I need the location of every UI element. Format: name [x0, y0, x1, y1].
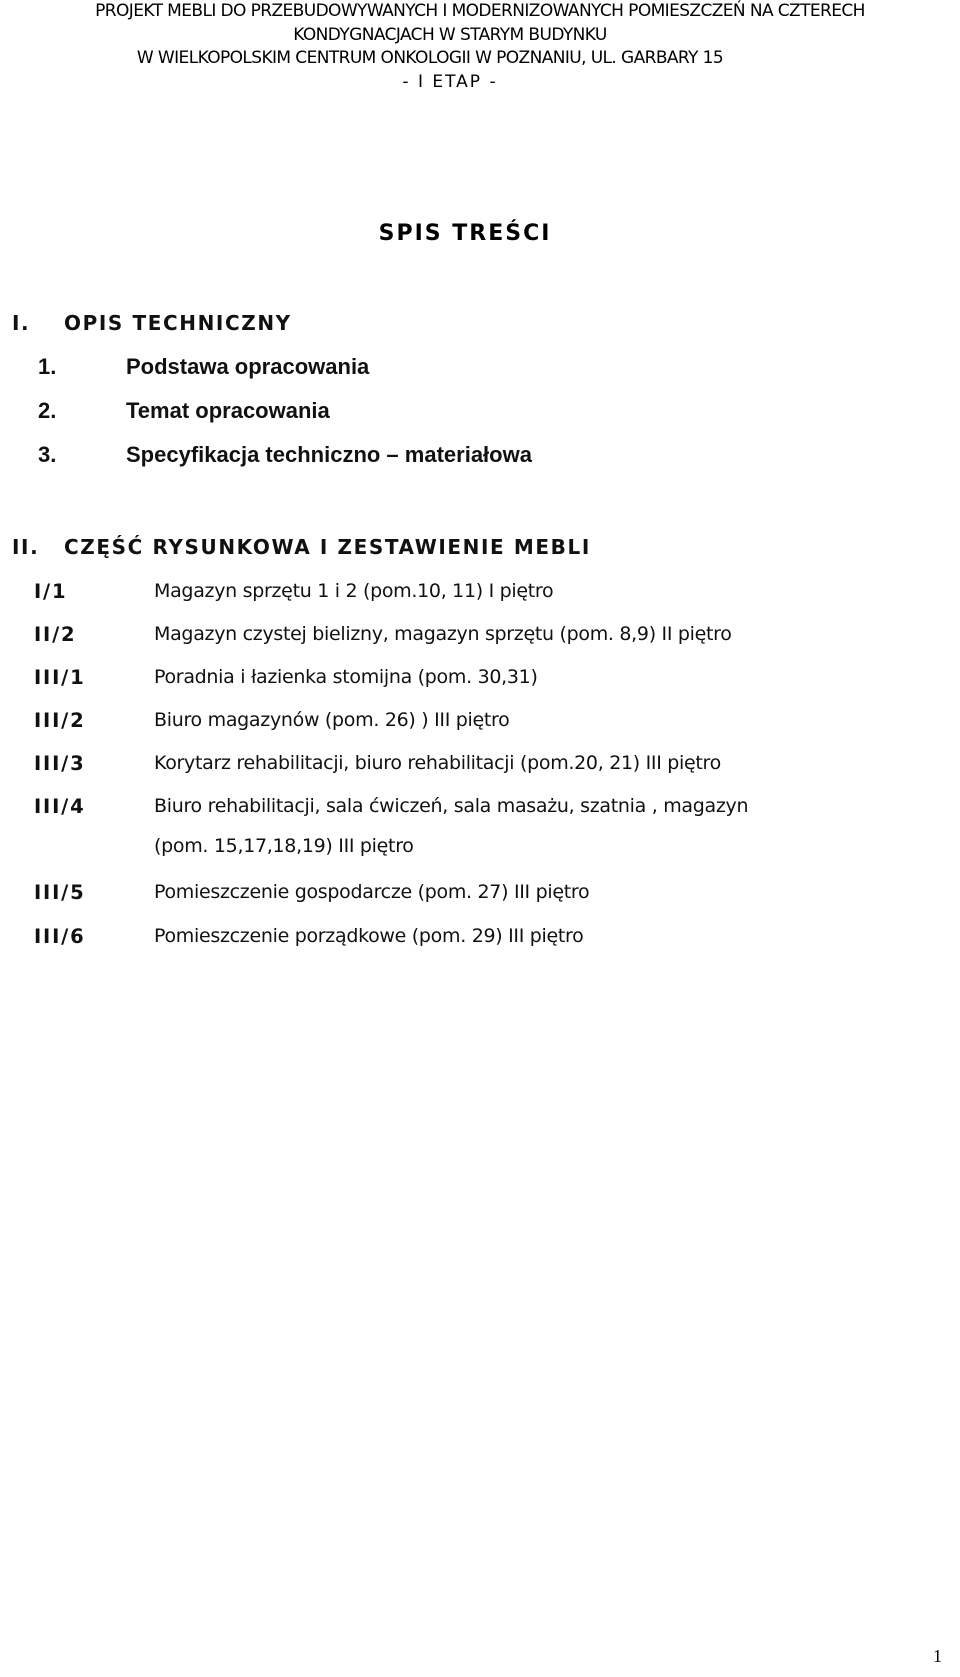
page-number: 1 [933, 1646, 942, 1666]
toc-item [38, 398, 330, 424]
drawing-description: Pomieszczenie gospodarcze (pom. 27) III piętro [154, 881, 590, 903]
drawing-description: Biuro magazynów (pom. 26) ) III piętro [154, 709, 510, 731]
toc-item [38, 354, 369, 380]
drawing-description: Magazyn czystej bielizny, magazyn sprzętu (pom. 8,9) II piętro [154, 623, 732, 645]
section-number: I. [12, 311, 31, 335]
drawing-description: Biuro rehabilitacji, sala ćwiczeń, sala masażu, szatnia , magazyn [154, 795, 749, 817]
drawing-description: Poradnia i łazienka stomijna (pom. 30,31) [154, 666, 538, 688]
drawing-description: Pomieszczenie porządkowe (pom. 29) III piętro [154, 925, 584, 947]
header-line-2: KONDYGNACJACH W STARYM BUDYNKU [293, 25, 607, 45]
drawing-description: Magazyn sprzętu 1 i 2 (pom.10, 11) I piętro [154, 580, 554, 602]
drawing-code: III/5 [34, 881, 86, 904]
item-label: Podstawa opracowania [126, 354, 370, 379]
toc-item [38, 442, 532, 468]
section-number: II. [12, 535, 40, 559]
header-line-4: - I ETAP - [402, 72, 498, 92]
drawing-code: III/3 [34, 752, 86, 775]
drawing-code: III/4 [34, 795, 86, 818]
drawing-code: III/1 [34, 666, 86, 689]
drawing-code: II/2 [34, 623, 77, 646]
section-title: CZĘŚĆ RYSUNKOWA I ZESTAWIENIE MEBLI [64, 535, 591, 559]
item-label: Specyfikacja techniczno – materiałowa [126, 442, 532, 467]
section-title: OPIS TECHNICZNY [64, 311, 292, 335]
header-line-3: W WIELKOPOLSKIM CENTRUM ONKOLOGII W POZNANIU, UL. GARBARY 15 [136, 48, 724, 68]
drawing-code: III/2 [34, 709, 86, 732]
toc-title: SPIS TREŚCI [378, 221, 552, 246]
item-label: Temat opracowania [126, 398, 330, 423]
header-line-1: PROJEKT MEBLI DO PRZEBUDOWYWANYCH I MODERNIZOWANYCH POMIESZCZEŃ NA CZTERECH [95, 1, 865, 21]
drawing-code: III/6 [34, 925, 86, 948]
section-heading-1 [12, 311, 292, 335]
item-number: 3. [38, 442, 57, 467]
drawing-code: I/1 [34, 580, 68, 603]
item-number: 2. [38, 398, 57, 423]
section-heading-2 [12, 535, 591, 559]
item-number: 1. [38, 354, 57, 379]
drawing-description: Korytarz rehabilitacji, biuro rehabilitacji (pom.20, 21) III piętro [154, 752, 721, 774]
drawing-description-continued: (pom. 15,17,18,19) III piętro [154, 835, 414, 857]
